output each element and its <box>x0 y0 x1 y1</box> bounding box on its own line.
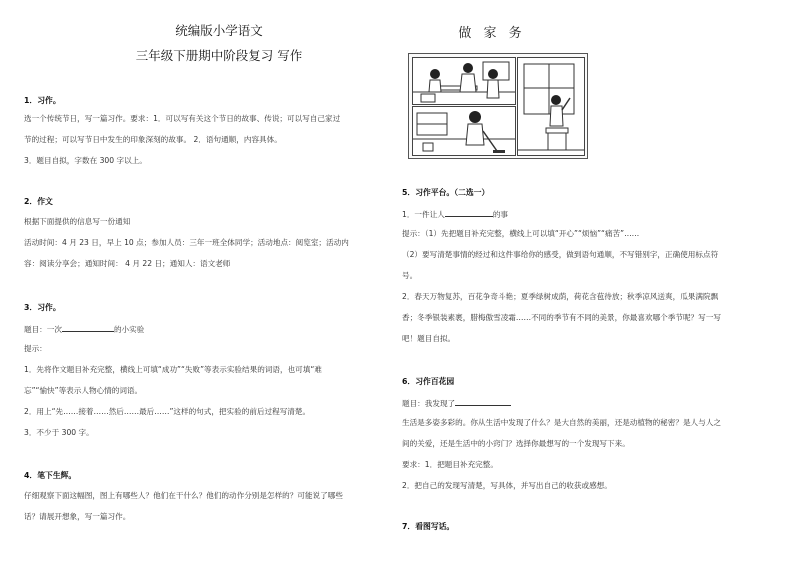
section-3-line: 2．用上“先……接着……然后……最后……”这样的句式，把实验的前后过程写清楚。 <box>24 407 311 416</box>
topic-blank <box>445 208 493 217</box>
section-5-heading: 5．习作平台。（二选一） <box>402 188 490 197</box>
section-1-line: 3．题目自拟，字数在 300 字以上。 <box>24 156 147 165</box>
comic-panel-3 <box>412 106 516 156</box>
comic-panel-1 <box>412 57 516 105</box>
topic-suffix: 的小实验 <box>113 325 145 334</box>
comic-title: 做 家 务 <box>458 26 526 41</box>
section-2-line: 根据下面提供的信息写一份通知 <box>24 217 131 226</box>
section-5-line: 吧！题目自拟。 <box>402 334 456 343</box>
section-1-line: 选一个传统节日，写一篇习作。要求：1．可以写有关这个节日的故事、传说；可以写自己家过 <box>24 114 341 123</box>
topic-prefix: 1．一件让人 <box>402 210 445 219</box>
section-6-line: 间的关爱，还是生活中的小窍门？选择你最想写的一个发现写下来。 <box>402 439 630 448</box>
topic-prefix: 题目：一次 <box>24 325 62 334</box>
section-4-line: 话？请展开想象，写一篇习作。 <box>24 512 131 521</box>
section-6-topic <box>402 397 511 409</box>
section-4-line: 仔细观察下面这幅图，图上有哪些人？他们在干什么？他们的动作分别是怎样的？可能说了哪些 <box>24 491 343 500</box>
window-cleaning-illustration <box>518 58 584 155</box>
section-3-heading: 3．习作。 <box>24 303 61 312</box>
topic-suffix: 的事 <box>492 210 508 219</box>
section-5-line: 提示：（1）先把题目补充完整，横线上可以填“开心”“烦恼”“痛苦”…… <box>402 229 640 238</box>
topic-blank <box>455 397 511 406</box>
comic-panel-2 <box>517 57 585 156</box>
section-6-line: 生活是多姿多彩的。你从生活中发现了什么？是大自然的美丽，还是动植物的秘密？是人与人之 <box>402 418 721 427</box>
housework-comic <box>408 53 588 159</box>
section-6-line: 2．把自己的发现写清楚，写具体，并写出自己的收获或感想。 <box>402 481 612 490</box>
section-3-topic <box>24 323 144 335</box>
section-5-line: （2）要写清楚事情的经过和这件事给你的感受，做到语句通顺，不写错别字，正确使用标点符 <box>402 250 719 259</box>
section-2-line: 活动时间：4 月 23 日，早上 10 点；参加人员：三年一班全体同学；活动地点：阅览室；活动内 <box>24 238 349 247</box>
section-1-heading: 1．习作。 <box>24 96 61 105</box>
section-6-line: 要求：1．把题目补充完整。 <box>402 460 498 469</box>
section-5-line: 香；冬季银装素裹，腊梅傲雪凌霜……不同的季节有不同的美景，你最喜欢哪个季节呢？写一写 <box>402 313 721 322</box>
page-title: 统编版小学语文 <box>175 23 263 38</box>
topic-blank <box>62 323 114 332</box>
family-table-illustration <box>413 58 515 104</box>
section-5-line: 2．春天万物复苏，百花争奇斗艳；夏季绿树成荫，荷花含苞待放；秋季凉风送爽，瓜果满院飘 <box>402 292 719 301</box>
page-subtitle: 三年级下册期中阶段复习 写作 <box>135 48 303 63</box>
section-2-heading: 2．作文 <box>24 197 53 206</box>
section-5-line: 号。 <box>402 271 418 280</box>
section-4-heading: 4．笔下生辉。 <box>24 471 77 480</box>
section-3-line: 3．不少于 300 字。 <box>24 428 94 437</box>
section-2-line: 容：阅读分享会；通知时间： 4 月 22 日；通知人：语文老师 <box>24 259 231 268</box>
mopping-illustration <box>413 107 515 155</box>
section-7-heading: 7．看图写话。 <box>402 522 455 531</box>
section-6-heading: 6．习作百花园 <box>402 377 455 386</box>
topic-prefix: 题目：我发现了 <box>402 399 456 408</box>
section-3-line: 1．先将作文题目补充完整，横线上可填“成功”“失败”等表示实验结果的词语，也可填“难 <box>24 365 322 374</box>
section-5-topic <box>402 208 508 220</box>
section-3-line: 提示： <box>24 344 47 353</box>
section-3-line: 忘”“愉快”等表示人物心情的词语。 <box>24 386 143 395</box>
section-1-line: 节的过程；可以写节日中发生的印象深刻的故事。 2．语句通顺，内容具体。 <box>24 135 282 144</box>
